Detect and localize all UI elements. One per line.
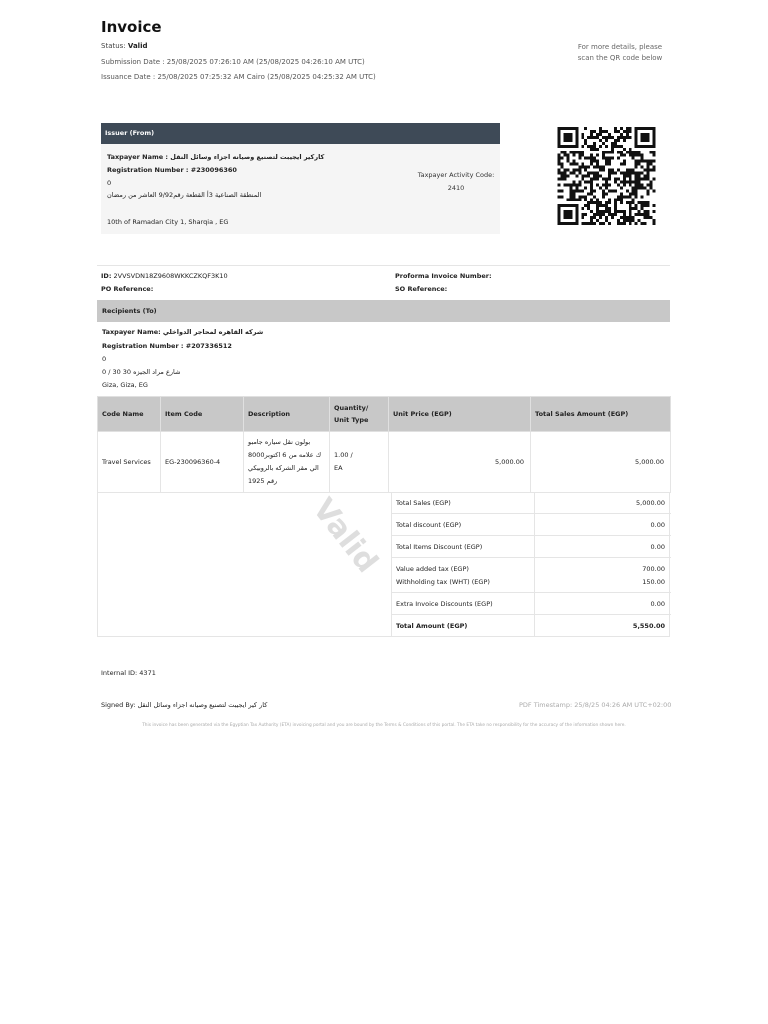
taxes-row xyxy=(391,558,671,593)
issuer-registration: Registration Number : #230096360 xyxy=(107,166,237,174)
so-reference xyxy=(395,285,447,293)
col-description: Description xyxy=(244,397,330,432)
page-title: Invoice xyxy=(101,18,162,36)
description-line: رقم 1925 xyxy=(248,477,278,485)
issuer-line-zero: 0 xyxy=(107,179,112,187)
recipient-address-en: Giza, Giza, EG xyxy=(102,381,148,389)
totals-section xyxy=(97,492,670,637)
signed-by-label: Signed By: xyxy=(101,701,136,709)
signed-by xyxy=(101,701,267,709)
issuer-heading: Issuer (From) xyxy=(101,123,500,144)
document-id xyxy=(101,272,228,280)
wht-label: Withholding tax (WHT) (EGP) xyxy=(396,578,490,586)
col-quantity: Quantity/ Unit Type xyxy=(330,397,389,432)
issuer-section xyxy=(101,123,500,234)
vat-value: 700.00 xyxy=(642,565,665,573)
activity-code-value: 2410 xyxy=(447,184,465,192)
status-line xyxy=(101,42,147,50)
submission-date: Submission Date : 25/08/2025 07:26:10 AM (25/08/2025 04:26:10 AM UTC) xyxy=(101,58,365,66)
total-amount-value: 5,550.00 xyxy=(632,622,665,630)
vat-label: Value added tax (EGP) xyxy=(396,565,469,573)
valid-watermark: Valid xyxy=(305,492,385,580)
cell-total-sales: 5,000.00 xyxy=(531,432,671,493)
issuer-taxpayer-name: Taxpayer Name : كاركير ايجيبت لتصنيع وصيانه اجزاء وسائل النقل xyxy=(107,153,325,161)
pdf-timestamp: PDF Timestamp: 25/8/25 04:26 AM UTC+02:00 xyxy=(519,701,672,709)
recipient-taxpayer-name: شركه القاهره لمحاجر الدواخلي xyxy=(162,328,264,336)
description-line: الي مقر الشركه بالروبيكي xyxy=(248,464,319,472)
signed-by-name: كار كير ايجيبت لتصنيع وصيانه اجزاء وسائل النقل xyxy=(137,701,268,709)
quantity-value: 1.00 / xyxy=(334,451,353,459)
recipient-heading: Recipients (To) xyxy=(97,300,670,322)
col-total-sales: Total Sales Amount (EGP) xyxy=(531,397,671,432)
disclaimer: This invoice has been generated via the Egyptian Tax Authority (ETA) invoicing portal and you are bound by the Terms & Conditions of this portal. The ETA take no responsibility for the accuracy of the information shown here. xyxy=(142,723,626,728)
items-discount-value: 0.00 xyxy=(650,543,665,551)
wht-value: 150.00 xyxy=(642,578,665,586)
document-info xyxy=(97,265,670,300)
col-item-code: Item Code xyxy=(161,397,244,432)
proforma-number-label: Proforma Invoice Number: xyxy=(395,272,492,280)
items-table xyxy=(97,396,671,493)
total-amount-row xyxy=(391,615,671,637)
extra-discount-value: 0.00 xyxy=(650,600,665,608)
activity-code-label: Taxpayer Activity Code: xyxy=(417,171,495,179)
table-row xyxy=(98,432,671,493)
total-discount-value: 0.00 xyxy=(650,521,665,529)
total-sales-row xyxy=(391,492,671,514)
description-line: بولون نقل سياره جامبو xyxy=(248,438,311,446)
col-unit-price: Unit Price (EGP) xyxy=(389,397,531,432)
unit-type-value: EA xyxy=(334,464,343,472)
cell-quantity xyxy=(330,432,389,493)
proforma-number xyxy=(395,272,492,280)
total-amount-label: Total Amount (EGP) xyxy=(396,622,468,630)
document-id-value: 2VVSVDN18Z9608WKKCZKQF3K10 xyxy=(113,272,228,280)
description-line: 8000ك علامه من 6 اكتوبر xyxy=(248,451,322,459)
cell-item-code: EG-230096360-4 xyxy=(161,432,244,493)
so-reference-label: SO Reference: xyxy=(395,285,448,293)
total-discount-label: Total discount (EGP) xyxy=(396,521,462,529)
issuer-address-ar: المنطقة الصناعية 3أ القطعة رقم9/92 العاشر من رمضان xyxy=(107,191,262,199)
cell-code-name: Travel Services xyxy=(98,432,161,493)
cell-unit-price: 5,000.00 xyxy=(389,432,531,493)
recipient-line-zero: 0 xyxy=(102,355,107,363)
po-reference xyxy=(101,285,153,293)
status-label: Status: xyxy=(101,42,126,50)
total-sales-value: 5,000.00 xyxy=(636,499,665,507)
items-header-row xyxy=(98,397,671,432)
recipient-registration: Registration Number : #207336512 xyxy=(102,342,232,350)
total-sales-label: Total Sales (EGP) xyxy=(396,499,451,507)
cell-description xyxy=(244,432,330,493)
po-reference-label: PO Reference: xyxy=(101,285,154,293)
qr-code[interactable] xyxy=(556,127,657,225)
items-discount-label: Total Items Discount (EGP) xyxy=(396,543,483,551)
internal-id: Internal ID: 4371 xyxy=(101,669,156,677)
col-code-name: Code Name xyxy=(98,397,161,432)
extra-discount-row xyxy=(391,593,671,615)
recipient-taxpayer xyxy=(102,328,263,336)
issuer-address-en: 10th of Ramadan City 1, Sharqia , EG xyxy=(107,218,229,226)
issuance-date: Issuance Date : 25/08/2025 07:25:32 AM Cairo (25/08/2025 04:25:32 AM UTC) xyxy=(101,73,376,81)
recipient-taxpayer-label: Taxpayer Name: xyxy=(102,328,161,336)
items-discount-row xyxy=(391,536,671,558)
recipient-address-ar: 0 / 30 30 شارع مراد الجيزه xyxy=(102,368,181,376)
qr-note: For more details, please scan the QR code below xyxy=(577,43,663,62)
document-id-label: ID: xyxy=(101,272,112,280)
total-discount-row xyxy=(391,514,671,536)
extra-discount-label: Extra Invoice Discounts (EGP) xyxy=(396,600,493,608)
status-value: Valid xyxy=(127,42,148,50)
